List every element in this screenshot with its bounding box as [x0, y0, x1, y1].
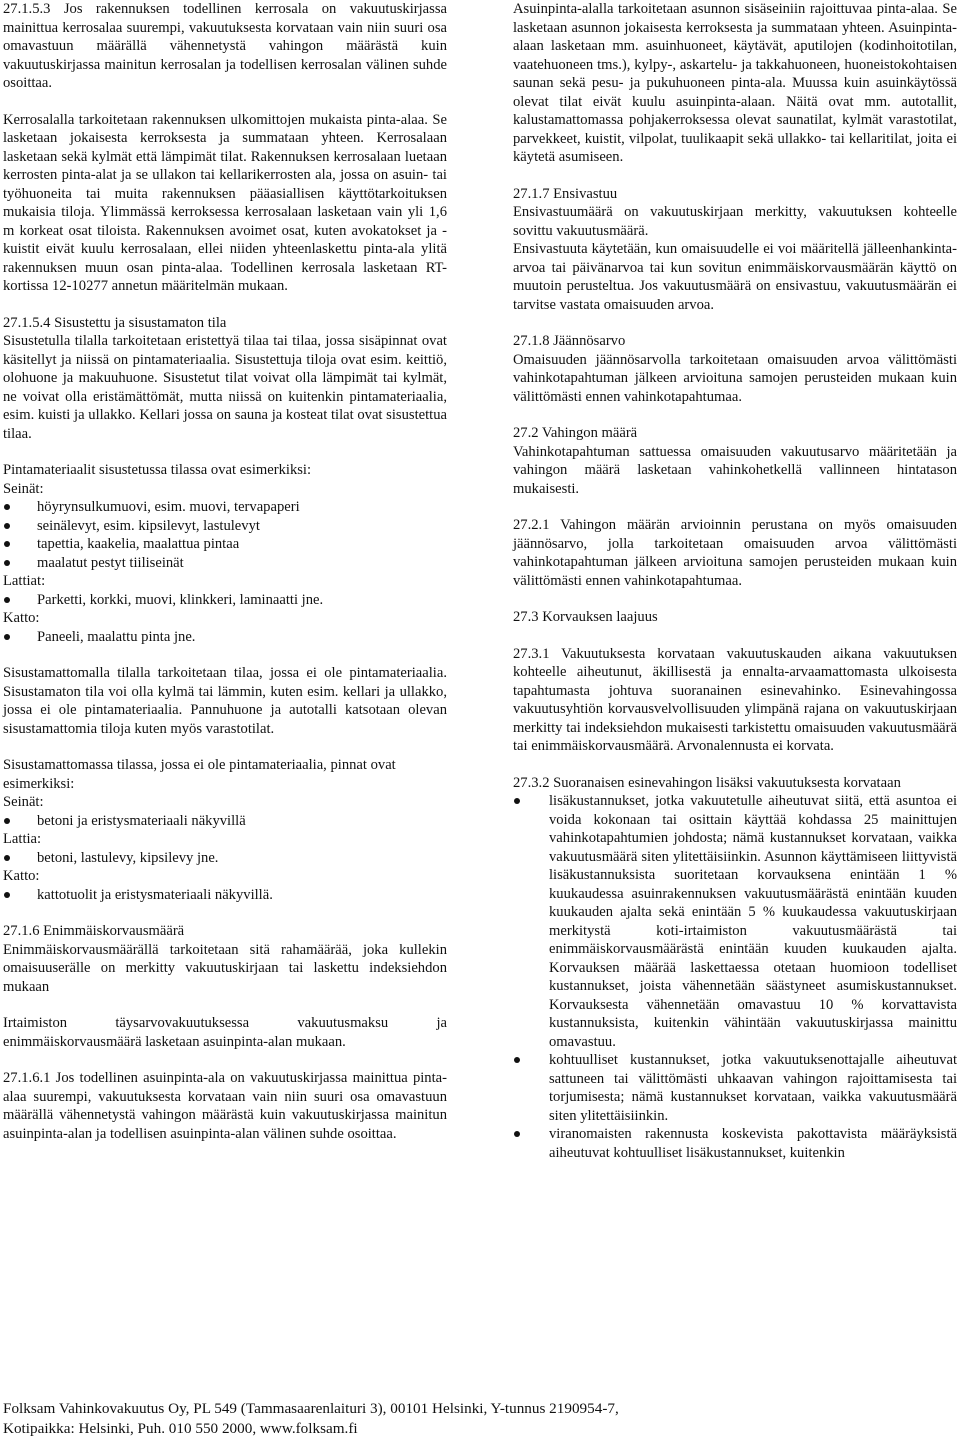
bullet-list-ceiling — [3, 886, 447, 905]
bullet-icon — [514, 798, 520, 804]
list-intro: Sisustamattomassa tilassa, jossa ei ole pintamateriaalia, pinnat ovat esimerkiksi: — [3, 757, 396, 792]
paragraph-vahingon-maara: Vahinkotapahtuman sattuessa omaisuuden vakuutusarvo määritetään ja vahingon määrä lasketaan vahinkohetkellä vallinneen hintatason mukaisesti. — [513, 443, 957, 497]
list-pintamateriaalit — [3, 461, 447, 646]
paragraph-jaannosarvo: Omaisuuden jäännösarvolla tarkoitetaan omaisuuden arvoa välittömästi vahinkotapahtuman jälkeen arvioituna samojen perusteiden mukaan kuin välittömästi ennen vahinkotapahtumaa. — [513, 351, 957, 405]
list-item: höyrynsulkumuovi, esim. muovi, tervapaperi — [3, 498, 447, 517]
list-item: lisäkustannukset, jotka vakuutetulle aiheutuvat siitä, että asuntoa ei voida kokonaan tai osittain käyttää kohdassa 25 mainittujen vahinkotapahtumien johdosta; nämä kustannukset korvataan, vaikka vakuutusmäärä siten ylitettäisiinkin. Asunnon käyttämiseen liittyvistä lisäkustannuksista suoritetaan korvauksena enintään 1 % kuukaudessa asuinrakennuksen vakuutusmäärästä enintään kuuden kuukauden ajalta sekä enintään 5 % kuukaudessa vakuutuskirjaan merkitystä koti-irtaimiston vakuutusmäärästä tai enimmäiskorvausmäärästä enintään kuuden kuukauden ajalta. Korvauksen määrää laskettaessa otetaan huomioon todelliset kustannukset, joista vähennetään säästyneet asumiskustannukset. Korvauksesta vähennetään omavastuu 10 % korvattavista kustannuksista, kuitenkin vähintään vakuutuskirjassa mainittu omavastuu. — [513, 792, 957, 1051]
heading-27-1-7: 27.1.7 Ensivastuu — [513, 185, 618, 202]
section-27-1-6 — [3, 922, 447, 996]
list-label-walls: Seinät: — [3, 480, 44, 497]
list-item: viranomaisten rakennusta koskevista pakottavista määräyksistä aiheutuvat kohtuulliset lisäkustannukset, kuitenkin — [513, 1125, 957, 1162]
list-item: Paneeli, maalattu pinta jne. — [3, 628, 447, 647]
bullet-list-floors — [3, 591, 447, 610]
paragraph-27-3-1: 27.3.1 Vakuutuksesta korvataan vakuutuskauden aikana vakuutuksen kohteelle aiheutunut, äkillisestä ja ennalta-arvaamattomasta ulkoisesta tapahtumasta johtuva suoranainen esinevahinko. Esinevahingossa vakuutusyhtiön korvausvelvollisuuden ylimpänä rajana on vakuutuskirjaan merkitty tai indeksiehdon mukaisesti tarkistettu omaisuuden vakuutusmäärä tai enimmäiskorvausmäärä. Arvonalennusta ei korvata. — [513, 645, 957, 754]
footer-line-contact: Kotipaikka: Helsinki, Puh. 010 550 2000, www.folksam.fi — [3, 1420, 358, 1437]
paragraph-27-1-6-1: 27.1.6.1 Jos todellinen asuinpinta-ala on vakuutuskirjassa mainittua pinta-alaa suurempi, vakuutuksesta korvataan vain niin suuri osa omavastuun määrällä vähennetystä vahingon määrästä kuin vakuutuskirjassa mainitun asuinpinta-alan ja todellisen asuinpinta-alan välinen suhde osoittaa. — [3, 1070, 447, 1142]
section-27-2 — [513, 424, 957, 498]
paragraph-kerrosala-definition: Kerrosalalla tarkoitetaan rakennuksen ulkomittojen mukaista pinta-alaa. Se lasketaan jokaisesta kerroksesta ja summataan yhteen. Kerrosalaan lasketaan sekä kylmät että lämpimät tilat. Rakennuksen kerrosalaan luetaan kerrosten pinta-alat ja se ullakon tai kellarikerrosten ala, jossa on asuin- tai työhuoneita tai muita rakennuksen pääasiallisen käyttötarkoituksen mukaisia tiloja. Ylimmässä kerroksessa kerrosalaan lasketaan vain yli 1,6 m korkeat osat tiloista. Rakennuksen avoimet osat, kuten avokatokset ja -kuistit eivät kuulu kerrosalaan, ellei niiden yhteenlaskettu pinta-ala ylitä rakennuksen muun osan pinta-alaa. Todellinen kerrosala lasketaan RT-kortissa 12-10277 annetun määritelmän mukaan. — [3, 111, 447, 294]
section-27-1-5-4 — [3, 314, 447, 444]
bullet-icon — [4, 597, 10, 603]
list-label-walls: Seinät: — [3, 794, 44, 810]
list-item: betoni, lastulevy, kipsilevy jne. — [3, 849, 447, 868]
paragraph-asuinpinta-ala: Asuinpinta-alalla tarkoitetaan asunnon sisäseiniin rajoittuvaa pinta-alaa. Se lasketaan asunnon jokaisesta kerroksesta ja summataan yhteen. Asuinpinta-alaan lasketaan mm. asuinhuoneet, käytävät, aputilojen (kodinhoitotilan, vaatehuoneen tms.), kylpy-, askartelu- ja takkahuoneen, huoneistokohtaisen saunan sekä pesu- ja pukuhuoneen pinta-ala. Muussa kuin asuinkäytössä olevat tilat eivät kuulu asuinpinta-alaan. Näitä ovat mm. autotallit, kalustamattomassa pohjakerroksessa olevat saunatilat, kylmät varastotilat, parvekkeet, kuistit, vilpolat, tuulikaapit sekä ullakko- tai kellaritilat, joita ei käytetä asumiseen. — [513, 1, 957, 165]
list-label-floors: Lattia: — [3, 831, 42, 847]
footer-line-company: Folksam Vahinkovakuutus Oy, PL 549 (Tammasaarenlaituri 3), 00101 Helsinki, Y-tunnus 2190954-7, — [3, 1400, 619, 1417]
right-column — [513, 0, 957, 1162]
paragraph-27-2-1: 27.2.1 Vahingon määrän arvioinnin perustana on myös omaisuuden jäännösarvo, jolla tarkoitetaan omaisuuden arvoa välittömästi vahinkotapahtuman jälkeen arvioituna samojen perusteiden mukaan kuin välittömästi ennen vahinkotapahtumaa. — [513, 517, 957, 589]
list-item: seinälevyt, esim. kipsilevyt, lastulevyt — [3, 517, 447, 536]
bullet-icon — [4, 560, 10, 566]
bullet-list-floors — [3, 849, 447, 868]
list-item: tapettia, kaakelia, maalattua pintaa — [3, 535, 447, 554]
bullet-icon — [4, 541, 10, 547]
paragraph-27-1-5-3: 27.1.5.3 Jos rakennuksen todellinen kerrosala on vakuutuskirjassa mainittua kerrosalaa suurempi, vakuutuksesta korvataan vain niin suuri osa omavastuun määrällä vähennetystä vahingon määrästä kuin vakuutuskirjassa mainitun kerrosalan ja todellisen kerrosalan välinen suhde osoittaa. — [3, 1, 447, 91]
list-sisustamaton — [3, 756, 447, 904]
paragraph-sisustettu-tila: Sisustetulla tilalla tarkoitetaan eristettyä tilaa tai tilaa, jossa sisäpinnat ovat käsitellyt ja niissä on pintamateriaalia. Sisustettuja tiloja ovat esim. keittiö, olohuone ja makuuhuone. Sisustetut tilat voivat olla lämpimät tai kylmät, ne voivat olla eristämättömät, mutta niissä on kuitenkin pintamateriaalia, esim. kuisti ja ullakko. Kellari jossa on sauna ja kosteat tilat ovat sisustettua tilaa. — [3, 333, 447, 442]
paragraph-ensivastuu-b: Ensivastuuta käytetään, kun omaisuudelle ei voi määritellä jälleenhankinta-arvoa tai päivänarvoa tai kun sovitun enimmäiskorvausmäärän käyttö on muutoin perusteltua. Jos vakuutusmäärä on ensivastuu, vakuutusmäärän ei tarvitse vastata omaisuuden arvoa. — [513, 241, 957, 313]
heading-27-3-2: 27.3.2 Suoranaisen esinevahingon lisäksi vakuutuksesta korvataan — [513, 774, 901, 791]
list-item: maalatut pestyt tiiliseinät — [3, 554, 447, 573]
list-label-ceiling: Katto: — [3, 610, 40, 626]
heading-27-1-6: 27.1.6 Enimmäiskorvausmäärä — [3, 923, 185, 939]
list-item: kattotuolit ja eristysmateriaali näkyvillä. — [3, 886, 447, 905]
section-27-1-8 — [513, 332, 957, 406]
list-item: betoni ja eristysmateriaali näkyvillä — [3, 812, 447, 831]
left-column — [3, 0, 447, 1161]
bullet-icon — [4, 892, 10, 898]
heading-27-1-8: 27.1.8 Jäännösarvo — [513, 333, 626, 349]
bullet-list-ceiling — [3, 628, 447, 647]
paragraph-sisustamaton-tila: Sisustamattomalla tilalla tarkoitetaan tilaa, jossa ei ole pintamateriaalia. Sisustamaton tila voi olla kylmä tai lämmin, kuten esim. kellari ja ullakko, jossa ei ole pintamateriaalia. Pannuhuone ja autotalli katsotaan olevan sisustamattomia tiloja kuten myös varastotilat. — [3, 665, 447, 737]
bullet-icon — [4, 523, 10, 529]
bullet-icon — [4, 504, 10, 510]
paragraph-enimmaiskorvausmaara: Enimmäiskorvausmäärällä tarkoitetaan sitä rahamäärää, joka kullekin omaisuuserälle on merkitty vakuutuskirjaan tai laskettu indeksiehdon mukaan — [3, 941, 447, 995]
heading-27-1-5-4: 27.1.5.4 Sisustettu ja sisustamaton tila — [3, 314, 227, 331]
list-label-ceiling: Katto: — [3, 868, 40, 884]
paragraph-irtaimisto: Irtaimiston täysarvovakuutuksessa vakuutusmaksu ja enimmäiskorvausmäärä lasketaan asuinpinta-alan mukaan. — [3, 1015, 447, 1050]
paragraph-ensivastuu-a: Ensivastuumäärä on vakuutuskirjaan merkitty, vakuutuksen kohteelle sovittu vakuutusmäärä. — [513, 204, 957, 239]
bullet-list-walls — [3, 498, 447, 572]
heading-27-2: 27.2 Vahingon määrä — [513, 425, 638, 441]
list-intro: Pintamateriaalit sisustetussa tilassa ovat esimerkiksi: — [3, 462, 312, 478]
bullet-icon — [514, 1057, 520, 1063]
bullet-icon — [4, 855, 10, 861]
list-label-floors: Lattiat: — [3, 573, 46, 589]
heading-27-3: 27.3 Korvauksen laajuus — [513, 609, 658, 625]
section-27-1-7 — [513, 185, 957, 315]
list-item: kohtuulliset kustannukset, jotka vakuutuksenottajalle aiheutuvat sattuneen tai välittömästi uhkaavan vahingon rajoittamisesta tai torjumisesta; nämä kustannukset korvataan, vaikka vakuutusmäärä siten ylitettäisiinkin. — [513, 1051, 957, 1125]
bullet-list-walls — [3, 812, 447, 831]
bullet-list-korvattavat — [513, 792, 957, 1162]
bullet-icon — [4, 818, 10, 824]
page-footer — [3, 1399, 953, 1439]
bullet-icon — [4, 634, 10, 640]
list-item: Parketti, korkki, muovi, klinkkeri, laminaatti jne. — [3, 591, 447, 610]
bullet-icon — [514, 1131, 520, 1137]
